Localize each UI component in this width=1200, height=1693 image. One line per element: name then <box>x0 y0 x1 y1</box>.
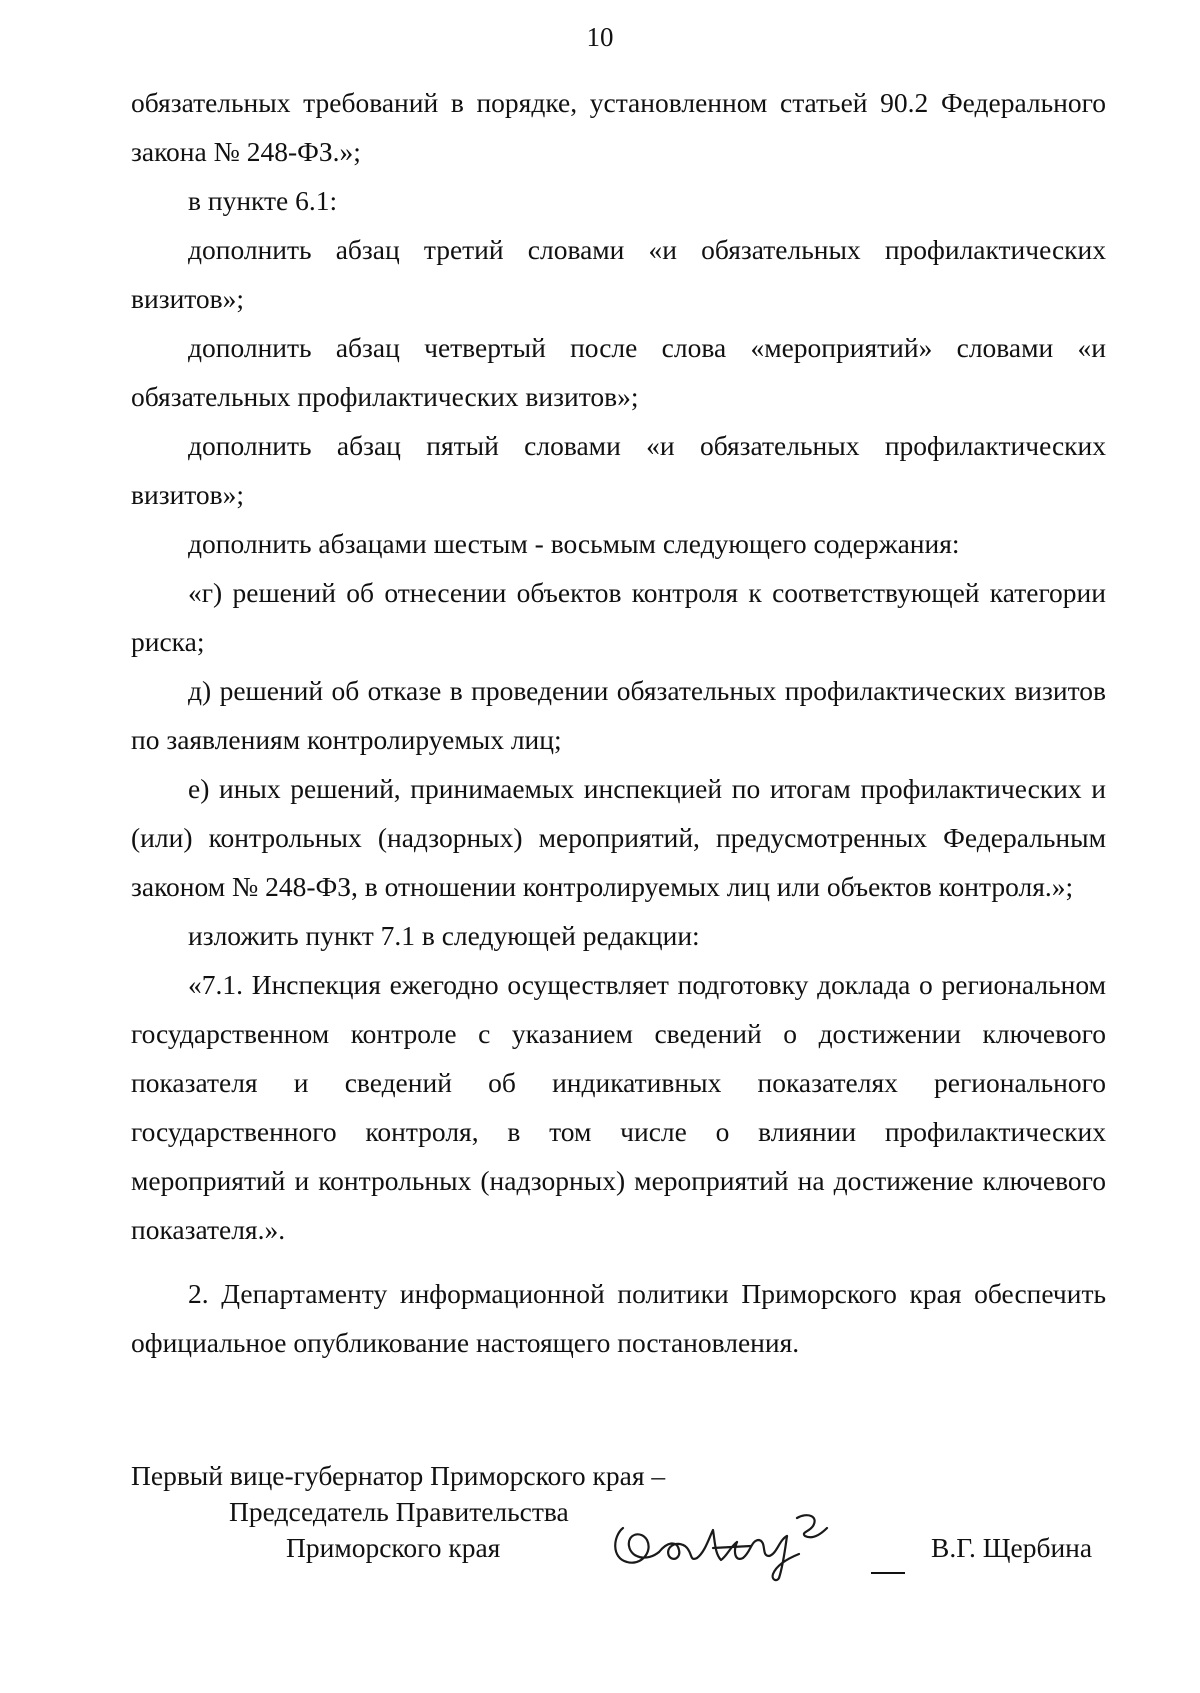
paragraph: д) решений об отказе в проведении обязательных профилактических визитов по заявлениям контролируемых лиц; <box>131 675 1106 755</box>
signatory-position-line-1: Первый вице-губернатор Приморского края – <box>131 1460 666 1491</box>
paragraph: «г) решений об отнесении объектов контроля к соответствующей категории риска; <box>131 577 1106 657</box>
paragraph: дополнить абзац пятый словами «и обязательных профилактических визитов»; <box>131 430 1106 510</box>
paragraph: «7.1. Инспекция ежегодно осуществляет подготовку доклада о региональном государственном контроле с указанием сведений о достижении ключевого показателя и сведений об индикативных показателях регионального государственного контроля, в том числе о влиянии профилактических мероприятий и контрольных (надзорных) мероприятий на достижение ключевого показателя.». <box>131 969 1106 1245</box>
paragraph: е) иных решений, принимаемых инспекцией по итогам профилактических и (или) контрольных (надзорных) мероприятий, предусмотренных Федеральным законом № 248-ФЗ, в отношении контролируемых лиц или объектов контроля.»; <box>131 773 1106 902</box>
paragraph: дополнить абзацами шестым - восьмым следующего содержания: <box>188 528 960 559</box>
signatory-position-line-3: Приморского края <box>286 1532 501 1563</box>
paragraph: в пункте 6.1: <box>188 185 338 216</box>
paragraph-continuation: обязательных требований в порядке, установленном статьей 90.2 Федерального закона № 248-ФЗ.»; <box>131 87 1106 167</box>
page-number: 10 <box>586 22 614 52</box>
paragraph: дополнить абзац третий словами «и обязательных профилактических визитов»; <box>131 234 1106 314</box>
handwritten-signature <box>601 1496 831 1586</box>
paragraph: изложить пункт 7.1 в следующей редакции: <box>188 920 700 951</box>
signer-name: В.Г. Щербина <box>931 1532 1093 1563</box>
paragraph: дополнить абзац четвертый после слова «мероприятий» словами «и обязательных профилактических визитов»; <box>131 332 1106 412</box>
document-body <box>131 78 1106 1367</box>
signature-block <box>131 1460 1106 1610</box>
paragraph: 2. Департаменту информационной политики Приморского края обеспечить официальное опубликование настоящего постановления. <box>131 1278 1106 1358</box>
signature-dash <box>871 1572 905 1574</box>
signatory-position-line-2: Председатель Правительства <box>229 1496 569 1527</box>
